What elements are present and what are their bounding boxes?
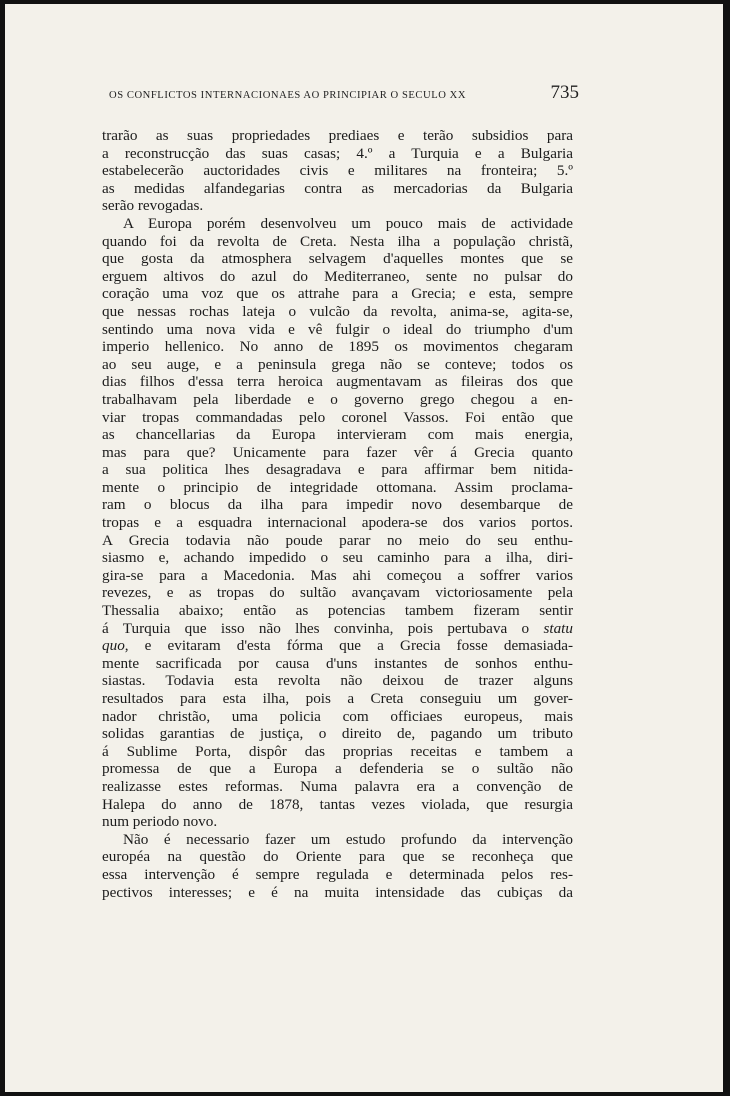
text-line: á Sublime Porta, dispôr das proprias receitas e tambem a: [102, 742, 573, 760]
text-line: á Turquia que isso não lhes convinha, pois pertubava o statu: [102, 619, 573, 637]
text-line: promessa de que a Europa a defenderia se o sultão não: [102, 760, 573, 778]
text-line: A Europa porém desenvolveu um pouco mais de actividade: [123, 214, 573, 232]
running-header: [109, 82, 579, 106]
text-line: que nessas rochas lateja o vulcão da revolta, anima-se, agita-se,: [102, 302, 573, 320]
text-line: mente sacrificada por causa d'uns instantes de sonhos enthu-: [102, 654, 573, 672]
text-line: Thessalia abaixo; então as potencias tambem fizeram sentir: [102, 602, 573, 620]
text-line: quando foi da revolta de Creta. Nesta ilha a população christã,: [102, 232, 573, 250]
text-line: estabelecerão auctoridades civis e militares na fronteira; 5.º: [102, 162, 573, 180]
text-line: européa na questão do Oriente para que se reconheça que: [102, 848, 573, 866]
text-line: tropas e a esquadra internacional apodera-se dos varios portos.: [102, 514, 573, 532]
text-line: imperio hellenico. No anno de 1895 os movimentos chegaram: [102, 338, 573, 356]
text-line: sentindo uma nova vida e vê fulgir o ideal do triumpho d'um: [102, 320, 573, 338]
text-line: mente o principio de integridade ottomana. Assim proclama-: [102, 478, 573, 496]
text-line: gira-se para a Macedonia. Mas ahi começou a soffrer varios: [102, 566, 573, 584]
text-line: revezes, e as tropas do sultão avançavam victoriosamente pela: [102, 584, 573, 602]
text-line: a sua politica lhes desagradava e para affirmar bem nitida-: [102, 461, 573, 479]
text-line: quo, e evitaram d'esta fórma que a Grecia fosse demasiada-: [102, 637, 573, 655]
text-line: resultados para esta ilha, pois a Creta conseguiu um gover-: [102, 690, 573, 707]
text-line: ao seu auge, e a peninsula grega não se conteve; todos os: [102, 355, 573, 373]
text-line: serão revogadas.: [102, 197, 204, 215]
text-line: pectivos interesses; e é na muita intensidade das cubiças da: [102, 883, 573, 901]
text-line: ram o blocus da ilha para impedir novo desembarque de: [102, 496, 573, 514]
text-line: siasmo e, achando impedido o seu caminho para a ilha, diri-: [102, 549, 573, 567]
text-line: realizasse estes reformas. Numa palavra era a convenção de: [102, 777, 573, 795]
text-line: viar tropas commandadas pelo coronel Vassos. Foi então que: [102, 408, 573, 426]
text-line: essa intervenção é sempre regulada e determinada pelos res-: [102, 865, 573, 883]
text-line: as chancellarias da Europa intervieram com mais energia,: [102, 426, 573, 444]
body-text: [102, 127, 573, 901]
text-line: que gosta da atmosphera selvagem d'aquelles montes que se: [102, 250, 573, 268]
text-line: trabalhavam pela liberdade e o governo grego chegou a en-: [102, 390, 573, 408]
running-title: OS CONFLICTOS INTERNACIONAES AO PRINCIPIAR O SECULO XX: [109, 90, 467, 101]
text-line: a reconstrucção das suas casas; 4.º a Turquia e a Bulgaria: [102, 144, 573, 162]
text-line: Não é necessario fazer um estudo profundo da intervenção: [123, 830, 573, 848]
text-line: siastas. Todavia esta revolta não deixou de trazer alguns: [102, 672, 573, 690]
text-line: as medidas alfandegarias contra as mercadorias da Bulgaria: [102, 179, 573, 197]
text-line: coração uma voz que os attrahe para a Grecia; e esta, sempre: [102, 285, 573, 303]
page-number: 735: [550, 82, 579, 103]
text-line: mas para que? Unicamente para fazer vêr á Grecia quanto: [102, 443, 573, 461]
text-line: solidas garantias de justiça, o direito de, pagando um tributo: [102, 725, 573, 743]
text-line: dias filhos d'essa terra heroica augmentavam as fileiras dos que: [102, 373, 573, 391]
text-line: trarão as suas propriedades prediaes e terão subsidios para: [102, 127, 573, 144]
text-line: num periodo novo.: [102, 813, 218, 831]
text-line: A Grecia todavia não poude parar no meio do seu enthu-: [102, 531, 573, 549]
text-line: Halepa do anno de 1878, tantas vezes violada, que resurgia: [102, 795, 573, 813]
text-line: erguem altivos do azul do Mediterraneo, sente no pulsar do: [102, 267, 573, 285]
book-page: [5, 4, 723, 1092]
text-line: nador christão, uma policia com officiaes europeus, mais: [102, 707, 573, 725]
